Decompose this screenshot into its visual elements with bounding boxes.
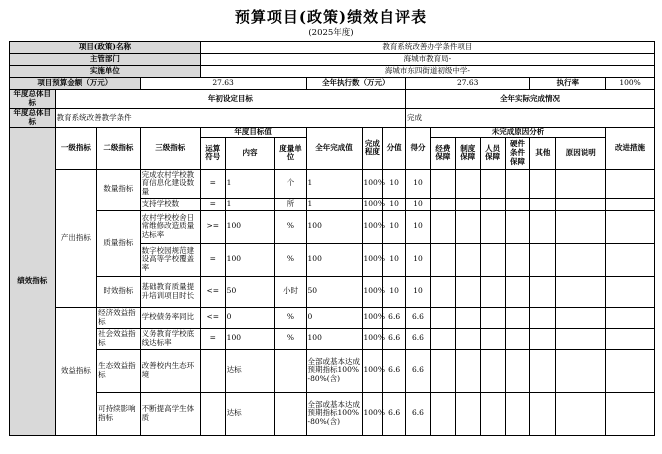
table-row [10, 169, 655, 198]
rate-value: 100% [606, 78, 655, 90]
indicator-op: = [200, 198, 225, 210]
indicator-score: 10 [406, 198, 431, 210]
indicator-op: = [200, 169, 225, 198]
indicator-degree: 100% [362, 210, 383, 243]
dept-label: 主管部门 [10, 54, 201, 66]
start-goal-text: 教育系统改善教学条件 [55, 109, 405, 128]
indicator-content: 达标 [225, 392, 275, 435]
reason-cell [556, 349, 606, 392]
indicator-max: 10 [383, 243, 406, 276]
indicator-actual: 1 [306, 198, 362, 210]
reason-cell [556, 169, 606, 198]
reason-cell [530, 307, 556, 328]
indicator-score: 10 [406, 243, 431, 276]
indicator-content: 100 [225, 243, 275, 276]
group-benefit: 效益指标 [55, 307, 96, 435]
indicator-max: 6.6 [383, 392, 406, 435]
reason-cell [530, 210, 556, 243]
group-quality: 质量指标 [97, 210, 141, 276]
reason-cell [430, 307, 455, 328]
indicator-actual: 50 [306, 276, 362, 307]
col-degree: 完成程度 [362, 128, 383, 170]
indicator-score: 6.6 [406, 349, 431, 392]
reason-cell [556, 243, 606, 276]
col-reason-fund: 经费保障 [430, 137, 455, 169]
reason-cell [455, 169, 480, 198]
reason-cell [505, 392, 530, 435]
reason-cell [430, 198, 455, 210]
reason-cell [430, 276, 455, 307]
reason-cell [556, 276, 606, 307]
indicator-op [200, 349, 225, 392]
table-row [10, 328, 655, 349]
reason-cell [530, 243, 556, 276]
table-row [10, 392, 655, 435]
budget-value: 27.63 [140, 78, 306, 90]
col-unit: 度量单位 [275, 137, 306, 169]
measure-cell [606, 198, 655, 210]
reason-cell [505, 328, 530, 349]
indicator-degree: 100% [362, 349, 383, 392]
indicator-content: 达标 [225, 349, 275, 392]
col-actual: 全年完成值 [306, 128, 362, 170]
group-economic: 经济效益指标 [97, 307, 141, 328]
indicator-content: 100 [225, 210, 275, 243]
measure-cell [606, 276, 655, 307]
indicator-op [200, 392, 225, 435]
indicator-op: >= [200, 210, 225, 243]
indicator-max: 10 [383, 169, 406, 198]
indicator-unit: 所 [275, 198, 306, 210]
reason-cell [430, 243, 455, 276]
col-target-group: 年度目标值 [200, 128, 306, 138]
col-reason-system: 制度保障 [455, 137, 480, 169]
reason-cell [556, 210, 606, 243]
col-level3: 三级指标 [140, 128, 200, 170]
indicator-score: 6.6 [406, 307, 431, 328]
indicator-content: 1 [225, 169, 275, 198]
actual-completion-text: 完成 [406, 109, 655, 128]
indicator-max: 10 [383, 276, 406, 307]
reason-cell [530, 328, 556, 349]
group-ecological: 生态效益指标 [97, 349, 141, 392]
indicator-actual: 全部或基本达成预期指标100%-80%(含) [306, 392, 362, 435]
reason-cell [480, 328, 505, 349]
col-reason-group: 未完成原因分析 [430, 128, 605, 138]
reason-cell [505, 243, 530, 276]
reason-cell [556, 328, 606, 349]
reason-cell [455, 243, 480, 276]
indicator-op: = [200, 328, 225, 349]
indicator-actual: 1 [306, 169, 362, 198]
reason-cell [455, 210, 480, 243]
col-reason-hardware: 硬件条件保障 [505, 137, 530, 169]
indicator-unit: % [275, 307, 306, 328]
col-score-max: 分值 [383, 128, 406, 170]
reason-cell [455, 198, 480, 210]
table-row [10, 276, 655, 307]
col-score: 得分 [406, 128, 431, 170]
indicator-actual: 全部或基本达成预期指标100%-80%(含) [306, 349, 362, 392]
overall-goal-label: 年度总体目标 [10, 90, 56, 109]
indicator-degree: 100% [362, 243, 383, 276]
reason-cell [455, 328, 480, 349]
rate-label: 执行率 [530, 78, 606, 90]
reason-cell [505, 198, 530, 210]
indicator-score: 6.6 [406, 392, 431, 435]
indicator-unit: % [275, 210, 306, 243]
indicator-name: 数字校园规范建设高等学校覆盖率 [140, 243, 200, 276]
indicator-op: <= [200, 276, 225, 307]
indicator-name: 义务教育学校底线达标率 [140, 328, 200, 349]
indicator-op: <= [200, 307, 225, 328]
group-social: 社会效益指标 [97, 328, 141, 349]
indicator-actual: 100 [306, 210, 362, 243]
group-timeliness: 时效指标 [97, 276, 141, 307]
table-row [10, 210, 655, 243]
reason-cell [505, 210, 530, 243]
col-measures: 改进措施 [606, 128, 655, 170]
reason-cell [505, 307, 530, 328]
indicator-score: 6.6 [406, 328, 431, 349]
reason-cell [556, 198, 606, 210]
reason-cell [530, 392, 556, 435]
indicator-max: 10 [383, 210, 406, 243]
group-output: 产出指标 [55, 169, 96, 307]
indicator-degree: 100% [362, 392, 383, 435]
indicator-content: 50 [225, 276, 275, 307]
reason-cell [505, 349, 530, 392]
indicator-degree: 100% [362, 328, 383, 349]
reason-cell [430, 349, 455, 392]
indicator-degree: 100% [362, 169, 383, 198]
indicator-unit: 个 [275, 169, 306, 198]
measure-cell [606, 328, 655, 349]
indicator-actual: 100 [306, 328, 362, 349]
indicator-score: 10 [406, 276, 431, 307]
reason-cell [480, 276, 505, 307]
reason-cell [430, 328, 455, 349]
col-reason-other: 其他 [530, 137, 556, 169]
reason-cell [455, 349, 480, 392]
indicator-score: 10 [406, 169, 431, 198]
reason-cell [480, 392, 505, 435]
indicator-max: 6.6 [383, 349, 406, 392]
reason-cell [455, 392, 480, 435]
measure-cell [606, 307, 655, 328]
reason-cell [430, 392, 455, 435]
group-quantity: 数量指标 [97, 169, 141, 210]
start-goal-header: 年初设定目标 [55, 90, 405, 109]
indicator-content: 100 [225, 328, 275, 349]
unit-label: 实施单位 [10, 66, 201, 78]
overall-goal-label-2: 年度总体目标 [10, 109, 56, 128]
table-row [10, 307, 655, 328]
dept-value: 海城市教育局- [200, 54, 654, 66]
perf-indicator-label: 绩效指标 [10, 128, 56, 436]
indicator-content: 1 [225, 198, 275, 210]
reason-cell [530, 198, 556, 210]
indicator-name: 基础教育质量提升培训项目时长 [140, 276, 200, 307]
indicator-unit [275, 392, 306, 435]
exec-value: 27.63 [406, 78, 530, 90]
reason-cell [505, 169, 530, 198]
reason-cell [480, 210, 505, 243]
reason-cell [556, 392, 606, 435]
col-op: 运算符号 [200, 137, 225, 169]
reason-cell [505, 276, 530, 307]
table-row [10, 349, 655, 392]
group-sustain: 可持续影响指标 [97, 392, 141, 435]
indicator-max: 6.6 [383, 307, 406, 328]
indicator-max: 10 [383, 198, 406, 210]
page-subtitle-year: (2025年度) [308, 28, 354, 38]
reason-cell [530, 169, 556, 198]
page-title: 预算项目(政策)绩效自评表 [234, 8, 428, 26]
measure-cell [606, 210, 655, 243]
reason-cell [556, 307, 606, 328]
indicator-unit: % [275, 328, 306, 349]
measure-cell [606, 392, 655, 435]
unit-value: 海城市东四街道初级中学- [200, 66, 654, 78]
col-level2: 二级指标 [97, 128, 141, 170]
reason-cell [530, 349, 556, 392]
reason-cell [480, 169, 505, 198]
indicator-degree: 100% [362, 276, 383, 307]
indicator-unit [275, 349, 306, 392]
col-level1: 一级指标 [55, 128, 96, 170]
indicator-unit: 小时 [275, 276, 306, 307]
indicator-name: 改善校内生态环境 [140, 349, 200, 392]
project-name-value: 教育系统改善办学条件项目 [200, 42, 654, 54]
indicator-op: = [200, 243, 225, 276]
exec-label: 全年执行数（万元） [306, 78, 406, 90]
reason-cell [455, 276, 480, 307]
col-content: 内容 [225, 137, 275, 169]
budget-label: 项目预算金额（万元） [10, 78, 141, 90]
indicator-name: 完成农村学校教育信息化建设数量 [140, 169, 200, 198]
reason-cell [480, 243, 505, 276]
indicator-degree: 100% [362, 307, 383, 328]
measure-cell [606, 243, 655, 276]
indicator-name: 学校债务率同比 [140, 307, 200, 328]
indicator-name: 支持学校数 [140, 198, 200, 210]
indicator-unit: % [275, 243, 306, 276]
reason-cell [480, 307, 505, 328]
indicator-max: 6.6 [383, 328, 406, 349]
reason-cell [455, 307, 480, 328]
reason-cell [430, 169, 455, 198]
indicator-name: 不断提高学生体质 [140, 392, 200, 435]
evaluation-table [9, 41, 655, 436]
reason-cell [430, 210, 455, 243]
indicator-name: 农村学校校舍日常维修改造质量达标率 [140, 210, 200, 243]
reason-cell [480, 198, 505, 210]
indicator-score: 10 [406, 210, 431, 243]
measure-cell [606, 169, 655, 198]
actual-completion-header: 全年实际完成情况 [406, 90, 655, 109]
col-reason-staff: 人员保障 [480, 137, 505, 169]
col-reason-desc: 原因说明 [556, 137, 606, 169]
project-name-label: 项目(政策)名称 [10, 42, 201, 54]
indicator-actual: 0 [306, 307, 362, 328]
reason-cell [530, 276, 556, 307]
indicator-degree: 100% [362, 198, 383, 210]
reason-cell [480, 349, 505, 392]
indicator-content: 0 [225, 307, 275, 328]
indicator-actual: 100 [306, 243, 362, 276]
measure-cell [606, 349, 655, 392]
